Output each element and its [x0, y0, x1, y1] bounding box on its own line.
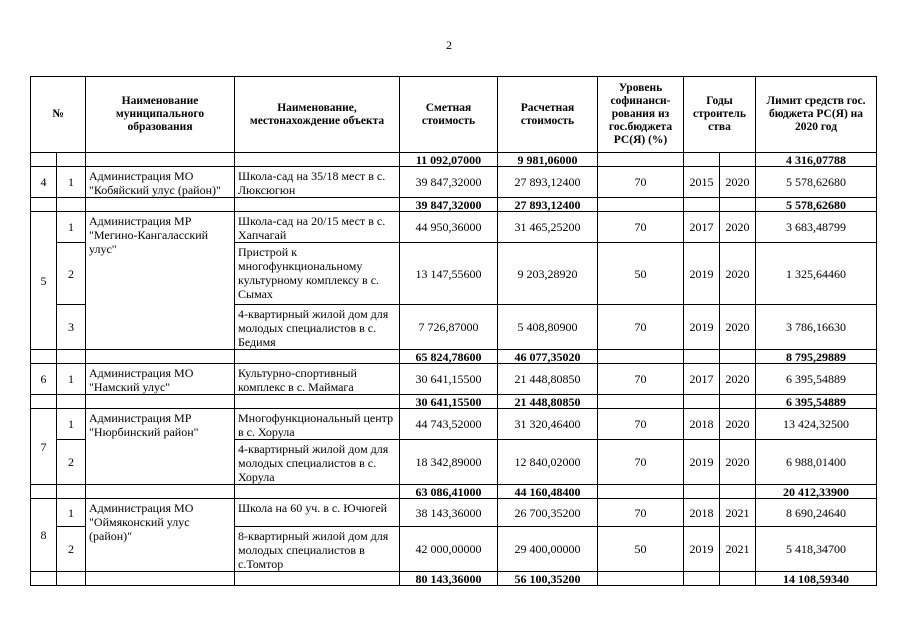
municipality-name: Администрация МО "Оймяконский улус (район)": [86, 499, 235, 572]
sub-number: 2: [57, 243, 86, 305]
estimate-cost: 44 743,52000: [400, 409, 498, 440]
total-limit: 6 395,54889: [756, 395, 877, 409]
header-limit: Лимит средств гос. бюджета РС(Я) на 2020 год: [756, 77, 877, 153]
year-end: 2020: [720, 440, 756, 485]
estimate-cost: 13 147,55600: [400, 243, 498, 305]
empty-cell: [57, 153, 86, 167]
sub-number: 2: [57, 440, 86, 485]
empty-cell: [598, 395, 684, 409]
header-object: Наименование, местонахождение объекта: [235, 77, 400, 153]
municipality-name: Администрация МО "Намский улус": [86, 364, 235, 395]
group-number: 6: [31, 364, 57, 395]
empty-cell: [598, 572, 684, 586]
year-end: 2020: [720, 212, 756, 243]
year-start: 2017: [684, 364, 720, 395]
budget-limit: 5 578,62680: [756, 167, 877, 198]
object-name: 4-квартирный жилой дом для молодых специалистов в с. Бедимя: [235, 305, 400, 350]
calculated-cost: 12 840,02000: [498, 440, 598, 485]
year-start: 2019: [684, 305, 720, 350]
total-estimate: 65 824,78600: [400, 350, 498, 364]
sub-number: 1: [57, 212, 86, 243]
calculated-cost: 31 320,46400: [498, 409, 598, 440]
header-municipality: Наименование муниципального образования: [86, 77, 235, 153]
estimate-cost: 30 641,15500: [400, 364, 498, 395]
calculated-cost: 27 893,12400: [498, 167, 598, 198]
calculated-cost: 26 700,35200: [498, 499, 598, 527]
header-estimate: Сметная стоимость: [400, 77, 498, 153]
group-number: 5: [31, 212, 57, 350]
empty-cell: [57, 350, 86, 364]
cofinancing-level: 70: [598, 305, 684, 350]
total-calculated: 27 893,12400: [498, 198, 598, 212]
empty-cell: [235, 485, 400, 499]
total-row: [31, 485, 877, 499]
object-name: Культурно-спортивный комплекс в с. Маймага: [235, 364, 400, 395]
sub-number: 1: [57, 167, 86, 198]
object-name: Школа-сад на 20/15 мест в с. Хапчагай: [235, 212, 400, 243]
budget-limit: 3 786,16630: [756, 305, 877, 350]
total-estimate: 63 086,41000: [400, 485, 498, 499]
empty-cell: [684, 350, 720, 364]
total-row: [31, 395, 877, 409]
empty-cell: [598, 485, 684, 499]
municipality-name: Администрация МР "Мегино-Кангаласский улус": [86, 212, 235, 350]
empty-cell: [31, 153, 57, 167]
object-name: Пристрой к многофункциональному культурному комплексу в с. Сымах: [235, 243, 400, 305]
budget-limit: 6 395,54889: [756, 364, 877, 395]
budget-limit: 6 988,01400: [756, 440, 877, 485]
cofinancing-level: 70: [598, 440, 684, 485]
total-row: [31, 198, 877, 212]
object-name: Многофункциональный центр в с. Хорула: [235, 409, 400, 440]
empty-cell: [598, 350, 684, 364]
year-end: 2020: [720, 409, 756, 440]
empty-cell: [684, 485, 720, 499]
total-calculated: 21 448,80850: [498, 395, 598, 409]
empty-cell: [86, 572, 235, 586]
municipality-name: Администрация МР "Нюрбинский район": [86, 409, 235, 485]
year-start: 2018: [684, 499, 720, 527]
year-start: 2018: [684, 409, 720, 440]
group-number: 7: [31, 409, 57, 485]
header-number: №: [31, 77, 86, 153]
year-start: 2017: [684, 212, 720, 243]
empty-cell: [57, 198, 86, 212]
year-end: 2020: [720, 243, 756, 305]
total-limit: 4 316,07788: [756, 153, 877, 167]
empty-cell: [235, 153, 400, 167]
year-start: 2019: [684, 440, 720, 485]
total-estimate: 30 641,15500: [400, 395, 498, 409]
table-row: [31, 167, 877, 198]
empty-cell: [720, 485, 756, 499]
municipality-name: Администрация МО "Кобяйский улус (район)": [86, 167, 235, 198]
estimate-cost: 39 847,32000: [400, 167, 498, 198]
empty-cell: [57, 395, 86, 409]
budget-limit: 13 424,32500: [756, 409, 877, 440]
empty-cell: [86, 198, 235, 212]
calculated-cost: 29 400,00000: [498, 527, 598, 572]
year-end: 2020: [720, 167, 756, 198]
table-row: [31, 499, 877, 527]
sub-number: 3: [57, 305, 86, 350]
calculated-cost: 5 408,80900: [498, 305, 598, 350]
total-estimate: 80 143,36000: [400, 572, 498, 586]
empty-cell: [720, 153, 756, 167]
sub-number: 1: [57, 409, 86, 440]
total-calculated: 9 981,06000: [498, 153, 598, 167]
total-calculated: 46 077,35020: [498, 350, 598, 364]
year-start: 2019: [684, 527, 720, 572]
calculated-cost: 9 203,28920: [498, 243, 598, 305]
total-row: [31, 153, 877, 167]
empty-cell: [31, 572, 57, 586]
group-number: 4: [31, 167, 57, 198]
empty-cell: [31, 485, 57, 499]
estimate-cost: 44 950,36000: [400, 212, 498, 243]
empty-cell: [31, 198, 57, 212]
page-number: 2: [446, 38, 452, 52]
year-start: 2019: [684, 243, 720, 305]
calculated-cost: 21 448,80850: [498, 364, 598, 395]
empty-cell: [684, 198, 720, 212]
object-name: Школа-сад на 35/18 мест в с. Люксюгюн: [235, 167, 400, 198]
empty-cell: [235, 572, 400, 586]
calculated-cost: 31 465,25200: [498, 212, 598, 243]
total-limit: 20 412,33900: [756, 485, 877, 499]
empty-cell: [31, 395, 57, 409]
total-row: [31, 350, 877, 364]
object-name: Школа на 60 уч. в с. Ючюгей: [235, 499, 400, 527]
year-end: 2021: [720, 499, 756, 527]
sub-number: 1: [57, 499, 86, 527]
empty-cell: [86, 485, 235, 499]
group-number: 8: [31, 499, 57, 572]
empty-cell: [57, 485, 86, 499]
total-calculated: 44 160,48400: [498, 485, 598, 499]
table-row: [31, 364, 877, 395]
year-end: 2020: [720, 305, 756, 350]
budget-table: [30, 76, 877, 586]
empty-cell: [720, 572, 756, 586]
cofinancing-level: 70: [598, 364, 684, 395]
empty-cell: [57, 572, 86, 586]
sub-number: 2: [57, 527, 86, 572]
empty-cell: [720, 198, 756, 212]
empty-cell: [235, 395, 400, 409]
estimate-cost: 7 726,87000: [400, 305, 498, 350]
empty-cell: [235, 350, 400, 364]
cofinancing-level: 70: [598, 212, 684, 243]
empty-cell: [31, 350, 57, 364]
table-row: [31, 212, 877, 243]
budget-limit: 8 690,24640: [756, 499, 877, 527]
total-estimate: 11 092,07000: [400, 153, 498, 167]
cofinancing-level: 50: [598, 527, 684, 572]
empty-cell: [86, 395, 235, 409]
empty-cell: [598, 153, 684, 167]
table-body: [31, 153, 877, 586]
empty-cell: [86, 350, 235, 364]
estimate-cost: 18 342,89000: [400, 440, 498, 485]
empty-cell: [684, 572, 720, 586]
total-limit: 8 795,29889: [756, 350, 877, 364]
empty-cell: [86, 153, 235, 167]
object-name: 4-квартирный жилой дом для молодых специалистов в с. Хорула: [235, 440, 400, 485]
budget-limit: 1 325,64460: [756, 243, 877, 305]
empty-cell: [684, 395, 720, 409]
cofinancing-level: 50: [598, 243, 684, 305]
total-limit: 14 108,59340: [756, 572, 877, 586]
total-estimate: 39 847,32000: [400, 198, 498, 212]
object-name: 8-квартирный жилой дом для молодых специалистов в с.Томтор: [235, 527, 400, 572]
cofinancing-level: 70: [598, 499, 684, 527]
empty-cell: [235, 198, 400, 212]
header-calculated: Расчетная стоимость: [498, 77, 598, 153]
cofinancing-level: 70: [598, 409, 684, 440]
year-start: 2015: [684, 167, 720, 198]
total-calculated: 56 100,35200: [498, 572, 598, 586]
empty-cell: [720, 395, 756, 409]
header-years: Годы строитель ства: [684, 77, 756, 153]
empty-cell: [684, 153, 720, 167]
estimate-cost: 38 143,36000: [400, 499, 498, 527]
budget-limit: 5 418,34700: [756, 527, 877, 572]
estimate-cost: 42 000,00000: [400, 527, 498, 572]
cofinancing-level: 70: [598, 167, 684, 198]
year-end: 2020: [720, 364, 756, 395]
total-row: [31, 572, 877, 586]
sub-number: 1: [57, 364, 86, 395]
total-limit: 5 578,62680: [756, 198, 877, 212]
year-end: 2021: [720, 527, 756, 572]
budget-limit: 3 683,48799: [756, 212, 877, 243]
table-row: [31, 409, 877, 440]
empty-cell: [720, 350, 756, 364]
header-cofinancing: Уровень софинанси-рования из гос.бюджета РС(Я) (%): [598, 77, 684, 153]
empty-cell: [598, 198, 684, 212]
